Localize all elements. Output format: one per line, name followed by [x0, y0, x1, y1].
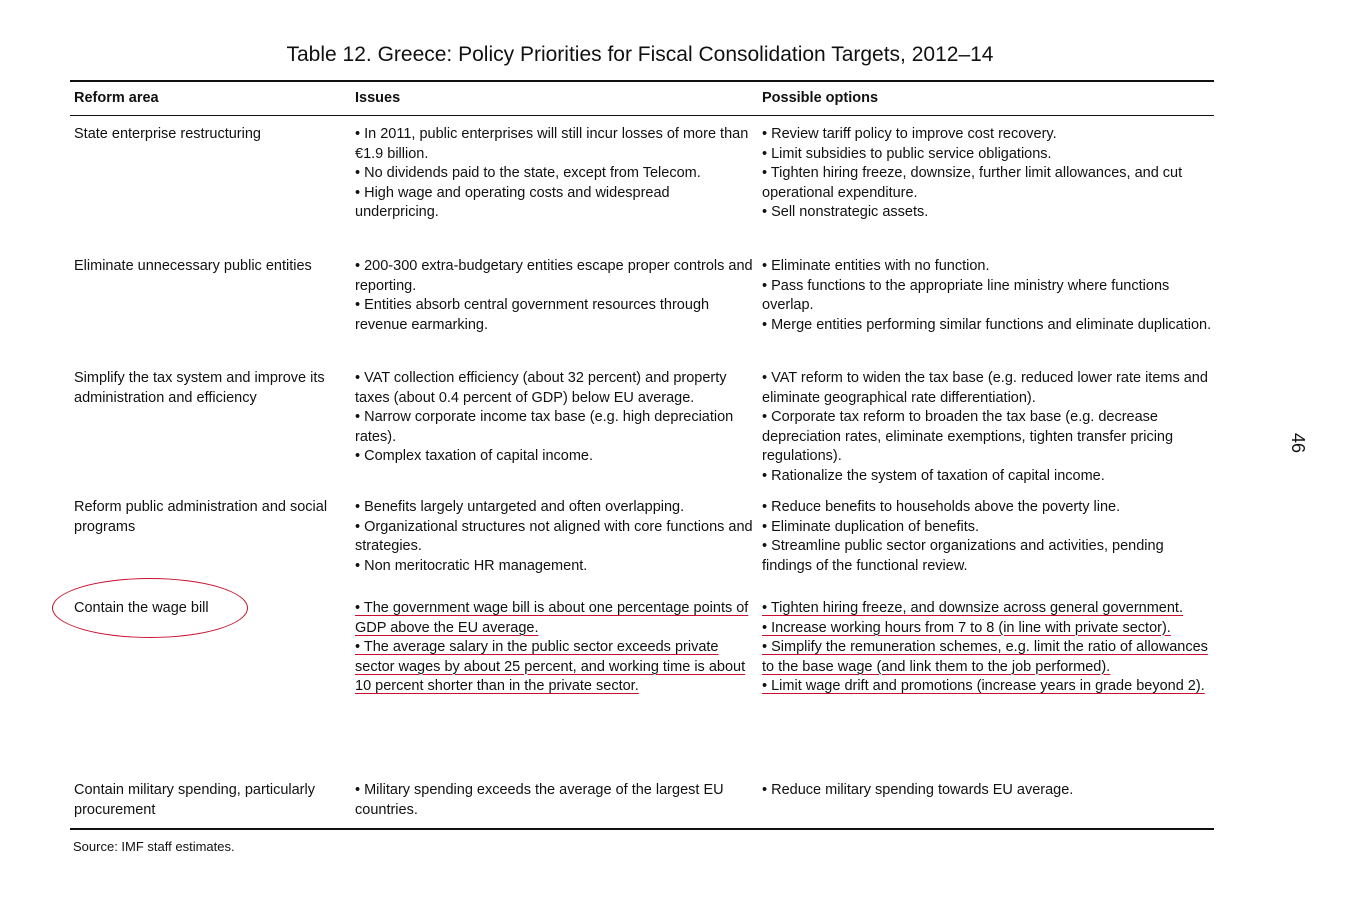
option-item: • Tighten hiring freeze, and downsize across general government. [762, 600, 1183, 616]
row-military-issues [355, 781, 757, 820]
option-item: • Rationalize the system of taxation of capital income. [762, 467, 1105, 484]
row-tax-system-options [762, 369, 1212, 486]
option-item: • Sell nonstrategic assets. [762, 204, 929, 220]
row-public-entities-area: Eliminate unnecessary public entities [74, 258, 312, 274]
issue-item: • In 2011, public enterprises will still incur losses of more than €1.9 billion. [355, 126, 749, 162]
option-item: • Tighten hiring freeze, downsize, further limit allowances, and cut operational expenditure. [762, 165, 1183, 201]
issue-item: • The average salary in the public sector exceeds private sector wages by about 25 percent, and working time is about 10 percent shorter than in the private sector. [355, 639, 746, 694]
issue-item: • No dividends paid to the state, except from Telecom. [355, 165, 701, 181]
row-state-enterprise-options [762, 125, 1212, 223]
row-public-entities-issues [355, 257, 757, 335]
table-title: Table 12. Greece: Policy Priorities for Fiscal Consolidation Targets, 2012–14 [286, 43, 994, 66]
issue-item: • Military spending exceeds the average of the largest EU countries. [355, 782, 724, 818]
issue-item: • The government wage bill is about one percentage points of GDP above the EU average. [355, 600, 749, 636]
issue-item: • Complex taxation of capital income. [355, 448, 593, 464]
option-item: • Corporate tax reform to broaden the tax base (e.g. decrease depreciation rates, eliminate exemptions, tighten transfer pricing regulations). [762, 409, 1174, 464]
header-reform-area: Reform area [74, 90, 159, 106]
option-item: • Review tariff policy to improve cost recovery. [762, 126, 1057, 142]
row-military-area: Contain military spending, particularly procurement [74, 782, 315, 818]
issue-item: • Benefits largely untargeted and often overlapping. [355, 499, 685, 515]
row-tax-system-area: Simplify the tax system and improve its administration and efficiency [74, 370, 325, 406]
row-military-options [762, 781, 1212, 801]
source-note: Source: IMF staff estimates. [73, 839, 235, 854]
issue-item: • Narrow corporate income tax base (e.g. high depreciation rates). [355, 409, 734, 445]
header-possible-options: Possible options [762, 90, 879, 106]
issue-item: • VAT collection efficiency (about 32 percent) and property taxes (about 0.4 percent of GDP) below EU average. [355, 370, 727, 406]
option-item: • Eliminate duplication of benefits. [762, 518, 980, 535]
row-wage-bill-area: Contain the wage bill [74, 600, 209, 616]
option-item: • Limit subsidies to public service obligations. [762, 145, 1052, 162]
page-number: 46 [1288, 433, 1308, 454]
row-state-enterprise-area: State enterprise restructuring [74, 126, 261, 142]
table-top-rule [70, 80, 1214, 82]
option-item: • Simplify the remuneration schemes, e.g. limit the ratio of allowances to the base wage (and link them to the job performed). [762, 639, 1208, 675]
option-item: • Increase working hours from 7 to 8 (in line with private sector). [762, 619, 1171, 636]
row-wage-bill-options [762, 599, 1212, 697]
row-public-admin-issues [355, 498, 757, 576]
row-public-admin-area: Reform public administration and social programs [74, 499, 328, 535]
row-state-enterprise-issues [355, 125, 757, 223]
option-item: • Merge entities performing similar functions and eliminate duplication. [762, 316, 1212, 333]
option-item: • VAT reform to widen the tax base (e.g. reduced lower rate items and eliminate geographical rate differentiation). [762, 370, 1208, 406]
row-wage-bill-issues [355, 599, 757, 697]
option-item: • Reduce military spending towards EU average. [762, 782, 1074, 798]
option-item: • Reduce benefits to households above the poverty line. [762, 499, 1121, 515]
table-bottom-rule [70, 828, 1214, 830]
row-tax-system-issues [355, 369, 757, 467]
row-public-admin-options [762, 498, 1212, 576]
option-item: • Limit wage drift and promotions (increase years in grade beyond 2). [762, 678, 1205, 694]
option-item: • Pass functions to the appropriate line ministry where functions overlap. [762, 277, 1170, 313]
issue-item: • Organizational structures not aligned with core functions and strategies. [355, 518, 753, 554]
option-item: • Streamline public sector organizations and activities, pending findings of the functional review. [762, 538, 1164, 574]
table-header-rule [70, 115, 1214, 116]
issue-item: • Non meritocratic HR management. [355, 557, 588, 574]
row-public-entities-options [762, 257, 1212, 335]
header-issues: Issues [355, 90, 401, 106]
issue-item: • Entities absorb central government resources through revenue earmarking. [355, 297, 710, 333]
issue-item: • High wage and operating costs and widespread underpricing. [355, 184, 670, 220]
issue-item: • 200-300 extra-budgetary entities escape proper controls and reporting. [355, 258, 753, 294]
option-item: • Eliminate entities with no function. [762, 258, 990, 274]
